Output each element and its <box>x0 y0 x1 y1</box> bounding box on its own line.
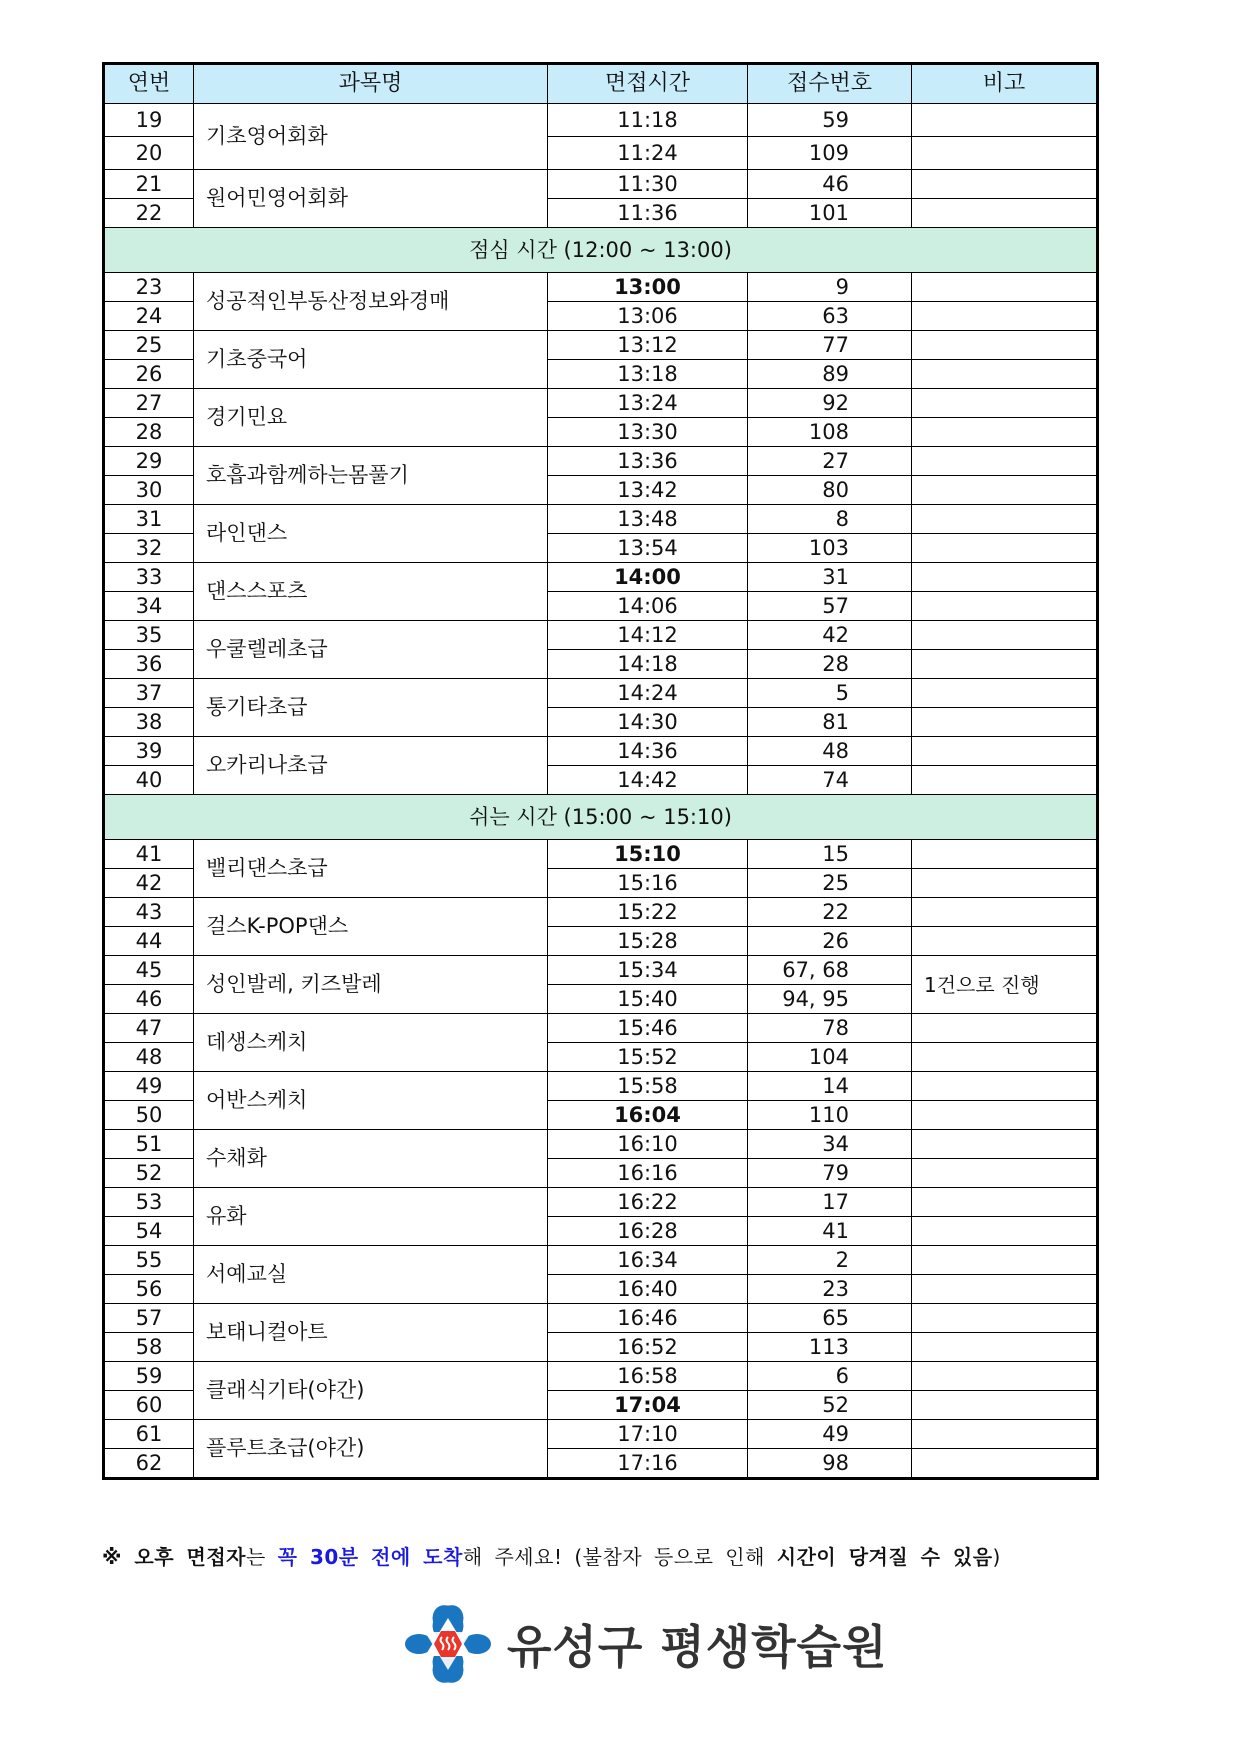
receipt-number: 108 <box>748 418 912 447</box>
row-number: 24 <box>104 302 194 331</box>
remarks-cell <box>912 476 1098 505</box>
remarks-cell <box>912 592 1098 621</box>
receipt-number: 113 <box>748 1333 912 1362</box>
course-name: 어반스케치 <box>194 1072 548 1130</box>
interview-time: 16:04 <box>548 1101 748 1130</box>
interview-time: 15:22 <box>548 898 748 927</box>
organization-name: 유성구 평생학습원 <box>507 1620 888 1674</box>
row-number: 51 <box>104 1130 194 1159</box>
remarks-cell <box>912 650 1098 679</box>
remarks-cell <box>912 1072 1098 1101</box>
remarks-cell: 1건으로 진행 <box>912 956 1098 1014</box>
row-number: 26 <box>104 360 194 389</box>
remarks-cell <box>912 840 1098 869</box>
table-row <box>104 1014 1098 1043</box>
receipt-number: 103 <box>748 534 912 563</box>
receipt-number: 2 <box>748 1246 912 1275</box>
remarks-cell <box>912 1304 1098 1333</box>
table-row <box>104 389 1098 418</box>
remarks-cell <box>912 1101 1098 1130</box>
row-number: 55 <box>104 1246 194 1275</box>
receipt-number: 41 <box>748 1217 912 1246</box>
receipt-number: 101 <box>748 199 912 228</box>
header-number: 연번 <box>104 64 194 104</box>
interview-time: 13:30 <box>548 418 748 447</box>
receipt-number: 48 <box>748 737 912 766</box>
interview-time: 13:12 <box>548 331 748 360</box>
row-number: 58 <box>104 1333 194 1362</box>
interview-time: 14:42 <box>548 766 748 795</box>
table-row <box>104 505 1098 534</box>
course-name: 원어민영어회화 <box>194 170 548 228</box>
remarks-cell <box>912 1043 1098 1072</box>
row-number: 56 <box>104 1275 194 1304</box>
table-row <box>104 679 1098 708</box>
receipt-number: 31 <box>748 563 912 592</box>
interview-time: 13:18 <box>548 360 748 389</box>
receipt-number: 9 <box>748 273 912 302</box>
header-interview-time: 면접시간 <box>548 64 748 104</box>
interview-time: 16:16 <box>548 1159 748 1188</box>
footnote <box>102 1541 1001 1570</box>
interview-time: 15:40 <box>548 985 748 1014</box>
receipt-number: 23 <box>748 1275 912 1304</box>
remarks-cell <box>912 1014 1098 1043</box>
remarks-cell <box>912 170 1098 199</box>
row-number: 54 <box>104 1217 194 1246</box>
row-number: 22 <box>104 199 194 228</box>
remarks-cell <box>912 621 1098 650</box>
interview-time: 14:36 <box>548 737 748 766</box>
footnote-segment: 는 <box>245 1545 278 1569</box>
interview-time: 16:46 <box>548 1304 748 1333</box>
course-name: 기초영어회화 <box>194 104 548 170</box>
receipt-number: 46 <box>748 170 912 199</box>
row-number: 32 <box>104 534 194 563</box>
row-number: 60 <box>104 1391 194 1420</box>
remarks-cell <box>912 389 1098 418</box>
footnote-segment: ※ 오후 면접자 <box>102 1545 246 1569</box>
table-row <box>104 1304 1098 1333</box>
row-number: 28 <box>104 418 194 447</box>
receipt-number: 57 <box>748 592 912 621</box>
interview-time: 17:10 <box>548 1420 748 1449</box>
receipt-number: 14 <box>748 1072 912 1101</box>
table-row <box>104 1420 1098 1449</box>
receipt-number: 8 <box>748 505 912 534</box>
remarks-cell <box>912 1188 1098 1217</box>
remarks-cell <box>912 104 1098 137</box>
remarks-cell <box>912 1333 1098 1362</box>
row-number: 43 <box>104 898 194 927</box>
receipt-number: 92 <box>748 389 912 418</box>
interview-time: 11:30 <box>548 170 748 199</box>
remarks-cell <box>912 331 1098 360</box>
interview-time: 17:04 <box>548 1391 748 1420</box>
table-row <box>104 1072 1098 1101</box>
course-name: 걸스K-POP댄스 <box>194 898 548 956</box>
row-number: 23 <box>104 273 194 302</box>
interview-time: 13:24 <box>548 389 748 418</box>
remarks-cell <box>912 1449 1098 1479</box>
interview-time: 13:54 <box>548 534 748 563</box>
course-name: 서예교실 <box>194 1246 548 1304</box>
row-number: 57 <box>104 1304 194 1333</box>
interview-time: 15:16 <box>548 869 748 898</box>
interview-time: 14:12 <box>548 621 748 650</box>
remarks-cell <box>912 766 1098 795</box>
receipt-number: 89 <box>748 360 912 389</box>
interview-time: 14:24 <box>548 679 748 708</box>
row-number: 31 <box>104 505 194 534</box>
interview-time: 13:42 <box>548 476 748 505</box>
remarks-cell <box>912 360 1098 389</box>
receipt-number: 6 <box>748 1362 912 1391</box>
row-number: 38 <box>104 708 194 737</box>
interview-time: 16:40 <box>548 1275 748 1304</box>
row-number: 25 <box>104 331 194 360</box>
remarks-cell <box>912 302 1098 331</box>
receipt-number: 63 <box>748 302 912 331</box>
receipt-number: 17 <box>748 1188 912 1217</box>
course-name: 유화 <box>194 1188 548 1246</box>
footnote-segment: 시간이 당겨질 수 있음 <box>776 1545 993 1569</box>
interview-time: 15:46 <box>548 1014 748 1043</box>
interview-time: 16:28 <box>548 1217 748 1246</box>
table-row <box>104 170 1098 199</box>
interview-time: 11:36 <box>548 199 748 228</box>
interview-time: 16:52 <box>548 1333 748 1362</box>
course-name: 수채화 <box>194 1130 548 1188</box>
header-receipt-number: 접수번호 <box>748 64 912 104</box>
footnote-segment: ) <box>992 1545 1001 1569</box>
row-number: 20 <box>104 137 194 170</box>
course-name: 오카리나초급 <box>194 737 548 795</box>
footnote-segment: 해 주세요! (불참자 등으로 인해 <box>462 1545 777 1569</box>
receipt-number: 104 <box>748 1043 912 1072</box>
course-name: 클래식기타(야간) <box>194 1362 548 1420</box>
remarks-cell <box>912 1246 1098 1275</box>
footnote-segment: 꼭 30분 전에 도착 <box>277 1545 463 1569</box>
row-number: 36 <box>104 650 194 679</box>
remarks-cell <box>912 1420 1098 1449</box>
table-header-row <box>104 64 1098 104</box>
table-row <box>104 563 1098 592</box>
receipt-number: 74 <box>748 766 912 795</box>
remarks-cell <box>912 1217 1098 1246</box>
remarks-cell <box>912 869 1098 898</box>
interview-time: 16:58 <box>548 1362 748 1391</box>
break-label: 쉬는 시간 (15:00 ~ 15:10) <box>104 795 1098 840</box>
interview-time: 15:34 <box>548 956 748 985</box>
interview-time: 11:18 <box>548 104 748 137</box>
receipt-number: 67, 68 <box>748 956 912 985</box>
row-number: 50 <box>104 1101 194 1130</box>
interview-time: 16:22 <box>548 1188 748 1217</box>
row-number: 39 <box>104 737 194 766</box>
course-name: 라인댄스 <box>194 505 548 563</box>
remarks-cell <box>912 1130 1098 1159</box>
row-number: 33 <box>104 563 194 592</box>
interview-time: 13:06 <box>548 302 748 331</box>
remarks-cell <box>912 679 1098 708</box>
interview-time: 14:00 <box>548 563 748 592</box>
row-number: 44 <box>104 927 194 956</box>
receipt-number: 26 <box>748 927 912 956</box>
receipt-number: 5 <box>748 679 912 708</box>
receipt-number: 25 <box>748 869 912 898</box>
remarks-cell <box>912 708 1098 737</box>
row-number: 40 <box>104 766 194 795</box>
receipt-number: 77 <box>748 331 912 360</box>
remarks-cell <box>912 1391 1098 1420</box>
receipt-number: 80 <box>748 476 912 505</box>
row-number: 42 <box>104 869 194 898</box>
course-name: 경기민요 <box>194 389 548 447</box>
interview-time: 15:28 <box>548 927 748 956</box>
interview-time: 17:16 <box>548 1449 748 1479</box>
interview-time: 16:34 <box>548 1246 748 1275</box>
remarks-cell <box>912 273 1098 302</box>
course-name: 기초중국어 <box>194 331 548 389</box>
table-row <box>104 1362 1098 1391</box>
table-body <box>104 104 1098 1479</box>
receipt-number: 42 <box>748 621 912 650</box>
interview-time: 15:58 <box>548 1072 748 1101</box>
break-label: 점심 시간 (12:00 ~ 13:00) <box>104 228 1098 273</box>
header-remarks: 비고 <box>912 64 1098 104</box>
row-number: 37 <box>104 679 194 708</box>
row-number: 30 <box>104 476 194 505</box>
row-number: 47 <box>104 1014 194 1043</box>
remarks-cell <box>912 1275 1098 1304</box>
logo <box>405 1604 888 1684</box>
receipt-number: 109 <box>748 137 912 170</box>
header-course: 과목명 <box>194 64 548 104</box>
course-name: 성공적인부동산정보와경매 <box>194 273 548 331</box>
interview-time: 13:36 <box>548 447 748 476</box>
course-name: 플루트초급(야간) <box>194 1420 548 1479</box>
course-name: 밸리댄스초급 <box>194 840 548 898</box>
course-name: 통기타초급 <box>194 679 548 737</box>
remarks-cell <box>912 737 1098 766</box>
table-row <box>104 1130 1098 1159</box>
row-number: 59 <box>104 1362 194 1391</box>
row-number: 35 <box>104 621 194 650</box>
table-row <box>104 956 1098 985</box>
remarks-cell <box>912 898 1098 927</box>
receipt-number: 34 <box>748 1130 912 1159</box>
interview-time: 14:06 <box>548 592 748 621</box>
receipt-number: 52 <box>748 1391 912 1420</box>
receipt-number: 110 <box>748 1101 912 1130</box>
table-row <box>104 898 1098 927</box>
remarks-cell <box>912 505 1098 534</box>
break-band-row <box>104 795 1098 840</box>
row-number: 27 <box>104 389 194 418</box>
receipt-number: 59 <box>748 104 912 137</box>
course-name: 우쿨렐레초급 <box>194 621 548 679</box>
remarks-cell <box>912 1362 1098 1391</box>
row-number: 46 <box>104 985 194 1014</box>
remarks-cell <box>912 534 1098 563</box>
table-row <box>104 621 1098 650</box>
table-row <box>104 104 1098 137</box>
course-name: 호흡과함께하는몸풀기 <box>194 447 548 505</box>
course-name: 댄스스포츠 <box>194 563 548 621</box>
interview-time: 11:24 <box>548 137 748 170</box>
course-name: 데생스케치 <box>194 1014 548 1072</box>
row-number: 61 <box>104 1420 194 1449</box>
row-number: 34 <box>104 592 194 621</box>
break-band-row <box>104 228 1098 273</box>
receipt-number: 81 <box>748 708 912 737</box>
receipt-number: 65 <box>748 1304 912 1333</box>
row-number: 62 <box>104 1449 194 1479</box>
course-name: 성인발레, 키즈발레 <box>194 956 548 1014</box>
table-row <box>104 1246 1098 1275</box>
row-number: 41 <box>104 840 194 869</box>
remarks-cell <box>912 563 1098 592</box>
course-name: 보태니컬아트 <box>194 1304 548 1362</box>
row-number: 21 <box>104 170 194 199</box>
receipt-number: 15 <box>748 840 912 869</box>
interview-time: 13:00 <box>548 273 748 302</box>
interview-time: 13:48 <box>548 505 748 534</box>
yuseong-emblem-icon <box>405 1604 491 1684</box>
interview-time: 14:18 <box>548 650 748 679</box>
receipt-number: 94, 95 <box>748 985 912 1014</box>
row-number: 19 <box>104 104 194 137</box>
row-number: 48 <box>104 1043 194 1072</box>
row-number: 52 <box>104 1159 194 1188</box>
remarks-cell <box>912 927 1098 956</box>
table-row <box>104 737 1098 766</box>
interview-time: 15:10 <box>548 840 748 869</box>
receipt-number: 79 <box>748 1159 912 1188</box>
receipt-number: 78 <box>748 1014 912 1043</box>
remarks-cell <box>912 1159 1098 1188</box>
remarks-cell <box>912 418 1098 447</box>
receipt-number: 98 <box>748 1449 912 1479</box>
row-number: 49 <box>104 1072 194 1101</box>
table-row <box>104 447 1098 476</box>
interview-time: 15:52 <box>548 1043 748 1072</box>
interview-schedule-table <box>102 62 1099 1480</box>
receipt-number: 28 <box>748 650 912 679</box>
receipt-number: 49 <box>748 1420 912 1449</box>
table-row <box>104 273 1098 302</box>
row-number: 29 <box>104 447 194 476</box>
table-row <box>104 1188 1098 1217</box>
row-number: 45 <box>104 956 194 985</box>
row-number: 53 <box>104 1188 194 1217</box>
receipt-number: 27 <box>748 447 912 476</box>
table-row <box>104 331 1098 360</box>
remarks-cell <box>912 447 1098 476</box>
remarks-cell <box>912 199 1098 228</box>
table-row <box>104 840 1098 869</box>
interview-time: 16:10 <box>548 1130 748 1159</box>
interview-time: 14:30 <box>548 708 748 737</box>
receipt-number: 22 <box>748 898 912 927</box>
remarks-cell <box>912 137 1098 170</box>
